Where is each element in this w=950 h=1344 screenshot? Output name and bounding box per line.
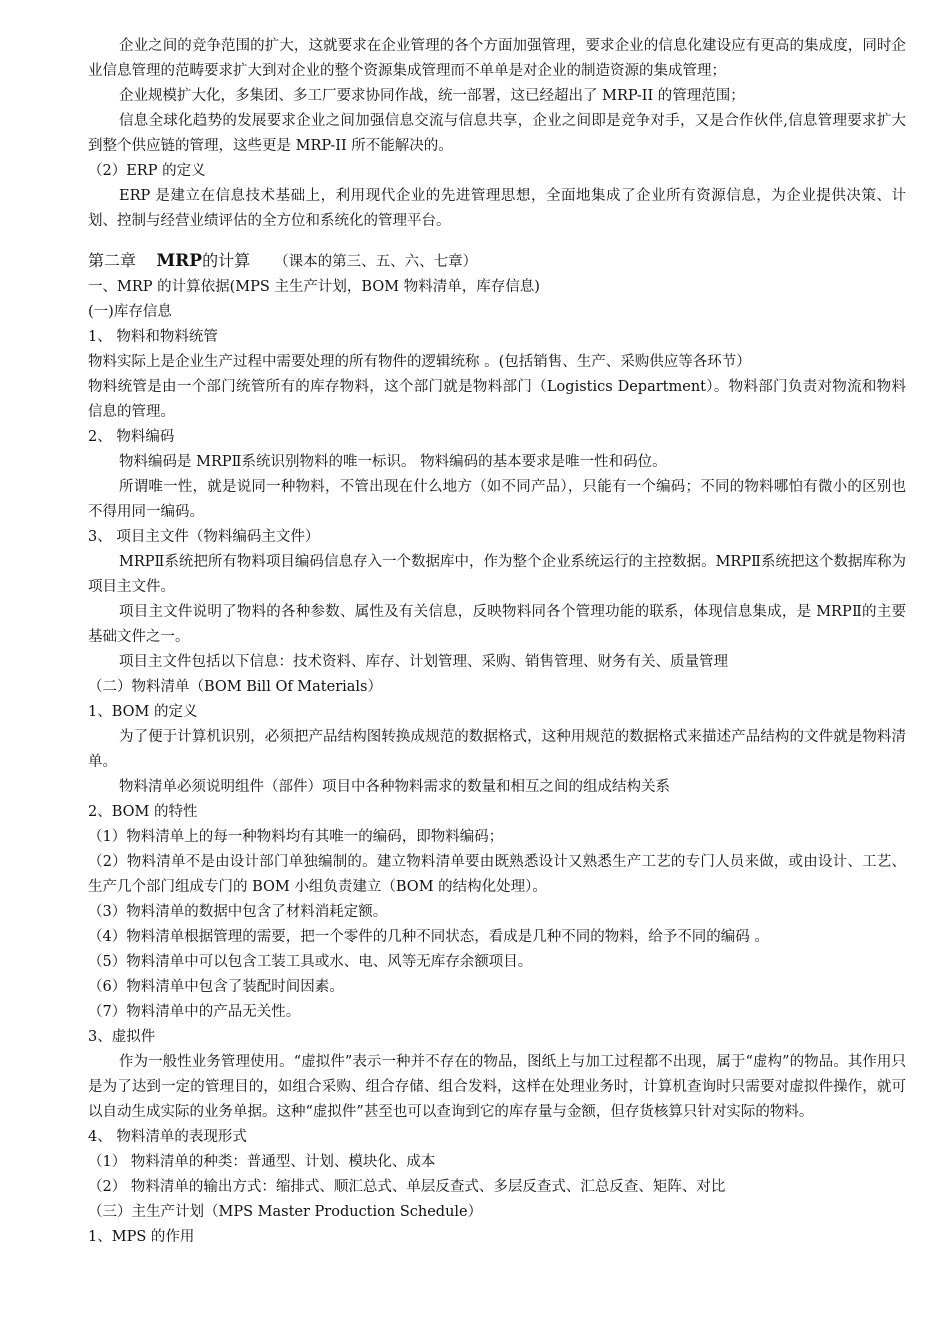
paragraph: 物料清单必须说明组件（部件）项目中各种物料需求的数量和相互之间的组成结构关系 [119, 779, 670, 795]
paragraph: （2） 物料清单的输出方式：缩排式、顺汇总式、单层反查式、多层反查式、汇总反查、矩阵、对比 [88, 1179, 726, 1195]
paragraph: （三）主生产计划（MPS Master Production Schedule） [88, 1204, 483, 1220]
paragraph: 作为一般性业务管理使用。“虚拟件”表示一种并不存在的物品，图纸上与加工过程都不出现，属于“虚构”的物品。其作用只是为了达到一定的管理目的，如组合采购、组合存储、组合发料，这样在处理业务时，计算机查询时只需要对虚拟件操作，就可以自动生成实际的业务单据。这种“虚拟件”甚至也可以查询到它的库存量与金额，但存货核算只针对实际的物料。 [88, 1054, 906, 1120]
paragraph: （2）物料清单不是由设计部门单独编制的。建立物料清单要由既熟悉设计又熟悉生产工艺的专门人员来做，或由设计、工艺、生产几个部门组成专门的 BOM 小组负责建立（BOM 的结构化处理）。 [88, 854, 906, 895]
paragraph: （2）ERP 的定义 [88, 163, 206, 179]
paragraph: （1）物料清单上的每一种物料均有其唯一的编码，即物料编码； [88, 829, 504, 845]
paragraph: 项目主文件说明了物料的各种参数、属性及有关信息，反映物料同各个管理功能的联系，体现信息集成，是 MRPⅡ的主要基础文件之一。 [88, 604, 906, 645]
chapter-prefix: 第二章 [88, 251, 137, 270]
paragraph: 企业规模扩大化，多集团、多工厂要求协同作战，统一部署，这已经超出了 MRP-II 的管理范围； [119, 88, 745, 104]
chapter-subtitle: （课本的第三、五、六、七章） [274, 254, 478, 270]
paragraph: （5）物料清单中可以包含工装工具或水、电、风等无库存余额项目。 [88, 954, 533, 970]
paragraph: 企业之间的竞争范围的扩大，这就要求在企业管理的各个方面加强管理，要求企业的信息化建设应有更高的集成度，同时企业信息管理的范畴要求扩大到对企业的整个资源集成管理而不单单是对企业的制造资源的集成管理； [88, 38, 906, 79]
paragraph: 1、MPS 的作用 [88, 1229, 195, 1245]
paragraph: 3、虚拟件 [88, 1029, 156, 1045]
paragraph: （二）物料清单（BOM Bill Of Materials） [88, 679, 382, 695]
paragraph: 一、MRP 的计算依据(MPS 主生产计划，BOM 物料清单，库存信息) [88, 279, 540, 295]
paragraph: 3、 项目主文件（物料编码主文件） [88, 529, 320, 545]
paragraph: 物料实际上是企业生产过程中需要处理的所有物件的逻辑统称 。(包括销售、生产、采购供应等各环节） [88, 354, 751, 370]
paragraph: （1） 物料清单的种类：普通型、计划、模块化、成本 [88, 1154, 436, 1170]
paragraph: 项目主文件包括以下信息：技术资料、库存、计划管理、采购、销售管理、财务有关、质量管理 [119, 654, 728, 670]
chapter-title-bold: MRP [156, 251, 203, 271]
paragraph: 为了便于计算机识别，必须把产品结构图转换成规范的数据格式，这种用规范的数据格式来描述产品结构的文件就是物料清单。 [88, 729, 906, 770]
paragraph: 信息全球化趋势的发展要求企业之间加强信息交流与信息共享，企业之间即是竞争对手，又是合作伙伴,信息管理要求扩大到整个供应链的管理，这些更是 MRP-II 所不能解决的。 [88, 113, 906, 154]
paragraph: 1、 物料和物料统管 [88, 329, 218, 345]
paragraph: ERP 是建立在信息技术基础上，利用现代企业的先进管理思想，全面地集成了企业所有资源信息，为企业提供决策、计划、控制与经营业绩评估的全方位和系统化的管理平台。 [88, 188, 906, 229]
paragraph: （6）物料清单中包含了装配时间因素。 [88, 979, 344, 995]
paragraph: 物料统管是由一个部门统管所有的库存物料，这个部门就是物料部门（Logistics Department）。物料部门负责对物流和物料信息的管理。 [88, 379, 906, 420]
chapter-heading [88, 248, 906, 275]
paragraph: 2、BOM 的特性 [88, 804, 198, 820]
paragraph: （4）物料清单根据管理的需要，把一个零件的几种不同状态，看成是几种不同的物料，给予不同的编码 。 [88, 929, 769, 945]
paragraph: （7）物料清单中的产品无关性。 [88, 1004, 301, 1020]
document-page [88, 34, 906, 1250]
paragraph: 所谓唯一性，就是说同一种物料，不管出现在什么地方（如不同产品），只能有一个编码；不同的物料哪怕有微小的区别也不得用同一编码。 [88, 479, 906, 520]
paragraph: 4、 物料清单的表现形式 [88, 1129, 247, 1145]
section-mrp-calculation [88, 275, 906, 1250]
paragraph: （3）物料清单的数据中包含了材料消耗定额。 [88, 904, 388, 920]
paragraph: MRPⅡ系统把所有物料项目编码信息存入一个数据库中，作为整个企业系统运行的主控数据。MRPⅡ系统把这个数据库称为项目主文件。 [88, 554, 906, 595]
paragraph: (一)库存信息 [88, 304, 172, 320]
section-erp-background [88, 34, 906, 234]
paragraph: 物料编码是 MRPⅡ系统识别物料的唯一标识。 物料编码的基本要求是唯一性和码位。 [119, 454, 667, 470]
chapter-title-suffix: 的计算 [202, 251, 251, 270]
paragraph: 2、 物料编码 [88, 429, 175, 445]
paragraph: 1、BOM 的定义 [88, 704, 198, 720]
